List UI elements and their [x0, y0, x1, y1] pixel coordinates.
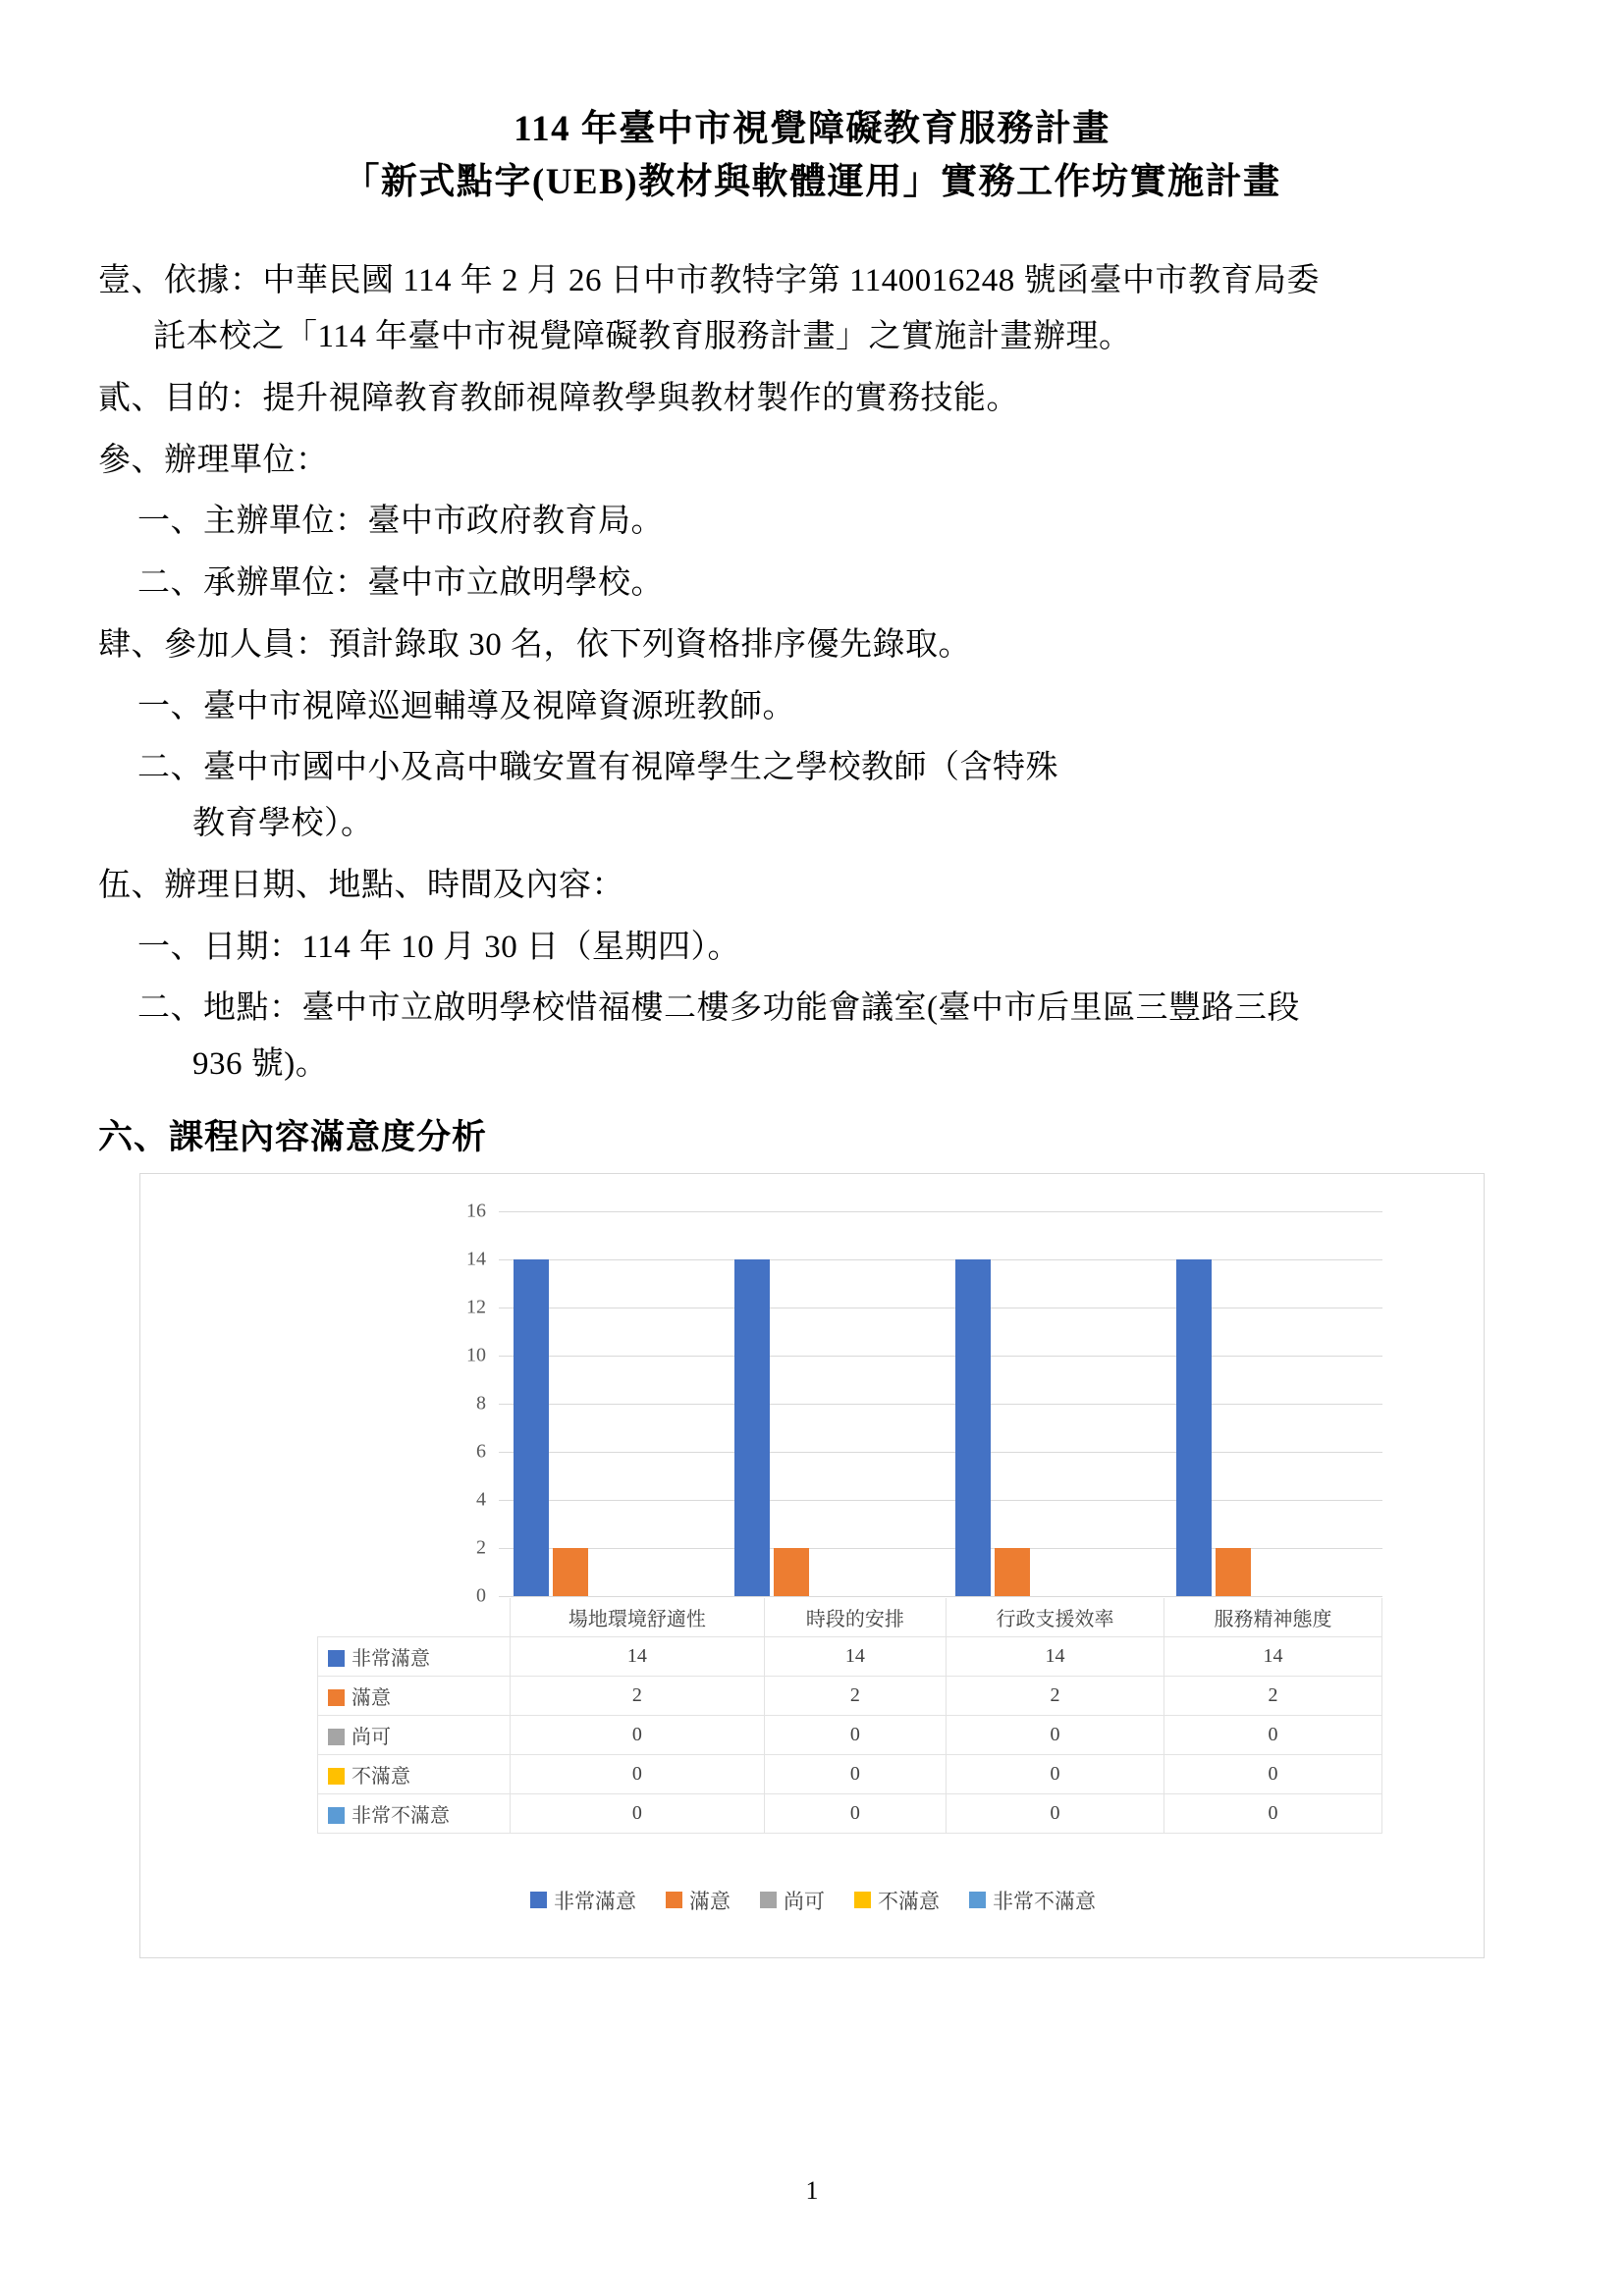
- bar-group: [499, 1211, 720, 1596]
- series-color-swatch-icon: [328, 1650, 345, 1667]
- y-tick-label: 0: [476, 1584, 486, 1607]
- chart-bars-region: [499, 1211, 1382, 1596]
- series-color-swatch-icon: [328, 1729, 345, 1745]
- table-cell-value: 0: [946, 1715, 1164, 1754]
- table-column-header: 時段的安排: [764, 1598, 946, 1637]
- table-cell-value: 0: [764, 1715, 946, 1754]
- table-cell-value: 14: [1164, 1636, 1381, 1676]
- table-cell-value: 0: [511, 1754, 765, 1793]
- y-tick-label: 10: [466, 1344, 486, 1366]
- legend-color-swatch-icon: [666, 1892, 682, 1908]
- series-name: 尚可: [352, 1726, 391, 1748]
- table-column-header: 服務精神態度: [1164, 1598, 1381, 1637]
- y-tick-label: 12: [466, 1296, 486, 1318]
- chart-bar-groups: [499, 1211, 1382, 1596]
- table-cell-value: 0: [764, 1793, 946, 1833]
- chart-bar: [553, 1548, 588, 1596]
- clause-1-line-2: 託本校之「114 年臺中市視覺障礙教育服務計畫」之實施計畫辦理。: [153, 319, 1132, 355]
- chart-bar: [1216, 1548, 1251, 1596]
- clause-4-sub-2-line-1: 二、臺中市國中小及高中職安置有視障學生之學校教師（含特殊: [137, 750, 1058, 786]
- clause-4: [98, 617, 1514, 673]
- legend-item: [969, 1886, 1096, 1915]
- chart-legend: [140, 1886, 1486, 1915]
- chart-data-table: [317, 1598, 1382, 1834]
- legend-label: 尚可: [784, 1889, 825, 1913]
- clause-5-sub-1: 一、日期：114 年 10 月 30 日（星期四）。: [137, 929, 741, 965]
- table-row: [318, 1793, 1382, 1833]
- chart-bar: [734, 1259, 770, 1596]
- table-cell-value: 0: [511, 1793, 765, 1833]
- clause-5-text: 伍、辦理日期、地點、時間及內容：: [98, 867, 624, 903]
- chart-bar: [955, 1259, 991, 1596]
- clause-4-sub-2: [98, 740, 1514, 852]
- table-cell-value: 0: [511, 1715, 765, 1754]
- satisfaction-chart: [139, 1173, 1485, 1958]
- table-cell-value: 0: [1164, 1754, 1381, 1793]
- legend-label: 非常不滿意: [993, 1889, 1096, 1913]
- title-block: [0, 103, 1624, 208]
- table-cell-value: 2: [1164, 1676, 1381, 1715]
- series-color-swatch-icon: [328, 1768, 345, 1785]
- bar-group: [720, 1211, 941, 1596]
- table-cell-value: 0: [946, 1793, 1164, 1833]
- clause-4-sub-1: 一、臺中市視障巡迴輔導及視障資源班教師。: [137, 688, 795, 724]
- series-name: 不滿意: [352, 1765, 410, 1788]
- page-title-line-1: 114 年臺中市視覺障礙教育服務計畫: [514, 109, 1110, 149]
- legend-color-swatch-icon: [760, 1892, 777, 1908]
- table-corner-cell: [318, 1598, 511, 1637]
- table-row-header: [318, 1793, 511, 1833]
- clause-3: [98, 433, 1514, 489]
- table-cell-value: 0: [1164, 1715, 1381, 1754]
- clause-5-sub-2-line-1: 二、地點：臺中市立啟明學校惜福樓二樓多功能會議室(臺中市后里區三豐路三段: [137, 990, 1300, 1027]
- series-name: 非常不滿意: [352, 1804, 450, 1827]
- bar-group: [941, 1211, 1162, 1596]
- clause-4-text: 肆、參加人員：預計錄取 30 名，依下列資格排序優先錄取。: [98, 626, 971, 663]
- chart-y-axis: [425, 1201, 486, 1606]
- legend-item: [760, 1886, 825, 1915]
- document-body: [0, 253, 1624, 1159]
- table-cell-value: 0: [764, 1754, 946, 1793]
- y-tick-label: 8: [476, 1392, 486, 1415]
- gridline: [499, 1596, 1382, 1597]
- chart-bar: [514, 1259, 549, 1596]
- table-row: [318, 1676, 1382, 1715]
- page-number: 1: [805, 2176, 819, 2205]
- table-row: [318, 1754, 1382, 1793]
- chart-plot-area: [140, 1174, 1486, 1959]
- chart-bar: [1176, 1259, 1212, 1596]
- legend-color-swatch-icon: [854, 1892, 871, 1908]
- clause-3-sub-2: 二、承辦單位：臺中市立啟明學校。: [137, 565, 664, 602]
- chart-bar: [995, 1548, 1030, 1596]
- clause-5: [98, 858, 1514, 914]
- series-name: 滿意: [352, 1686, 391, 1709]
- clause-5-sub-2: [98, 981, 1514, 1093]
- table-cell-value: 2: [511, 1676, 765, 1715]
- table-row: [318, 1636, 1382, 1676]
- clause-3-sub-1: 一、主辦單位：臺中市政府教育局。: [137, 504, 664, 540]
- y-tick-label: 6: [476, 1440, 486, 1463]
- table-cell-value: 14: [511, 1636, 765, 1676]
- chart-bar: [774, 1548, 809, 1596]
- y-tick-label: 2: [476, 1536, 486, 1559]
- series-name: 非常滿意: [352, 1647, 430, 1670]
- legend-item: [530, 1886, 636, 1915]
- y-tick-label: 14: [466, 1248, 486, 1270]
- table-column-header: 場地環境舒適性: [511, 1598, 765, 1637]
- legend-item: [854, 1886, 940, 1915]
- clause-2: [98, 371, 1514, 427]
- clause-2-text: 貳、目的：提升視障教育教師視障教學與教材製作的實務技能。: [98, 380, 1019, 416]
- table-cell-value: 0: [1164, 1793, 1381, 1833]
- table-column-header: 行政支援效率: [946, 1598, 1164, 1637]
- table-row-header: [318, 1676, 511, 1715]
- series-color-swatch-icon: [328, 1689, 345, 1706]
- section-heading-satisfaction: 六、課程內容滿意度分析: [98, 1117, 488, 1156]
- clause-4-sub-2-line-2: 教育學校）。: [192, 806, 374, 842]
- table-cell-value: 14: [764, 1636, 946, 1676]
- page-title-line-2: 「新式點字(UEB)教材與軟體運用」實務工作坊實施計畫: [343, 161, 1281, 202]
- y-tick-label: 4: [476, 1488, 486, 1511]
- clause-1-line-1: 壹、依據：中華民國 114 年 2 月 26 日中市教特字第 1140016248 號函臺中市教育局委: [98, 263, 1321, 299]
- legend-color-swatch-icon: [969, 1892, 986, 1908]
- legend-color-swatch-icon: [530, 1892, 547, 1908]
- series-color-swatch-icon: [328, 1807, 345, 1824]
- legend-item: [666, 1886, 731, 1915]
- table-row: [318, 1715, 1382, 1754]
- clause-3-text: 參、辦理單位：: [98, 442, 329, 478]
- table-header-row: [318, 1598, 1382, 1637]
- table-cell-value: 0: [946, 1754, 1164, 1793]
- table-cell-value: 2: [946, 1676, 1164, 1715]
- table-row-header: [318, 1754, 511, 1793]
- table-row-header: [318, 1636, 511, 1676]
- bar-group: [1162, 1211, 1382, 1596]
- clause-5-sub-2-line-2: 936 號)。: [192, 1046, 329, 1083]
- table-cell-value: 14: [946, 1636, 1164, 1676]
- table-row-header: [318, 1715, 511, 1754]
- legend-label: 滿意: [689, 1889, 731, 1913]
- legend-label: 不滿意: [878, 1889, 940, 1913]
- clause-1: [98, 253, 1514, 365]
- legend-label: 非常滿意: [554, 1889, 636, 1913]
- table-cell-value: 2: [764, 1676, 946, 1715]
- y-tick-label: 16: [466, 1200, 486, 1222]
